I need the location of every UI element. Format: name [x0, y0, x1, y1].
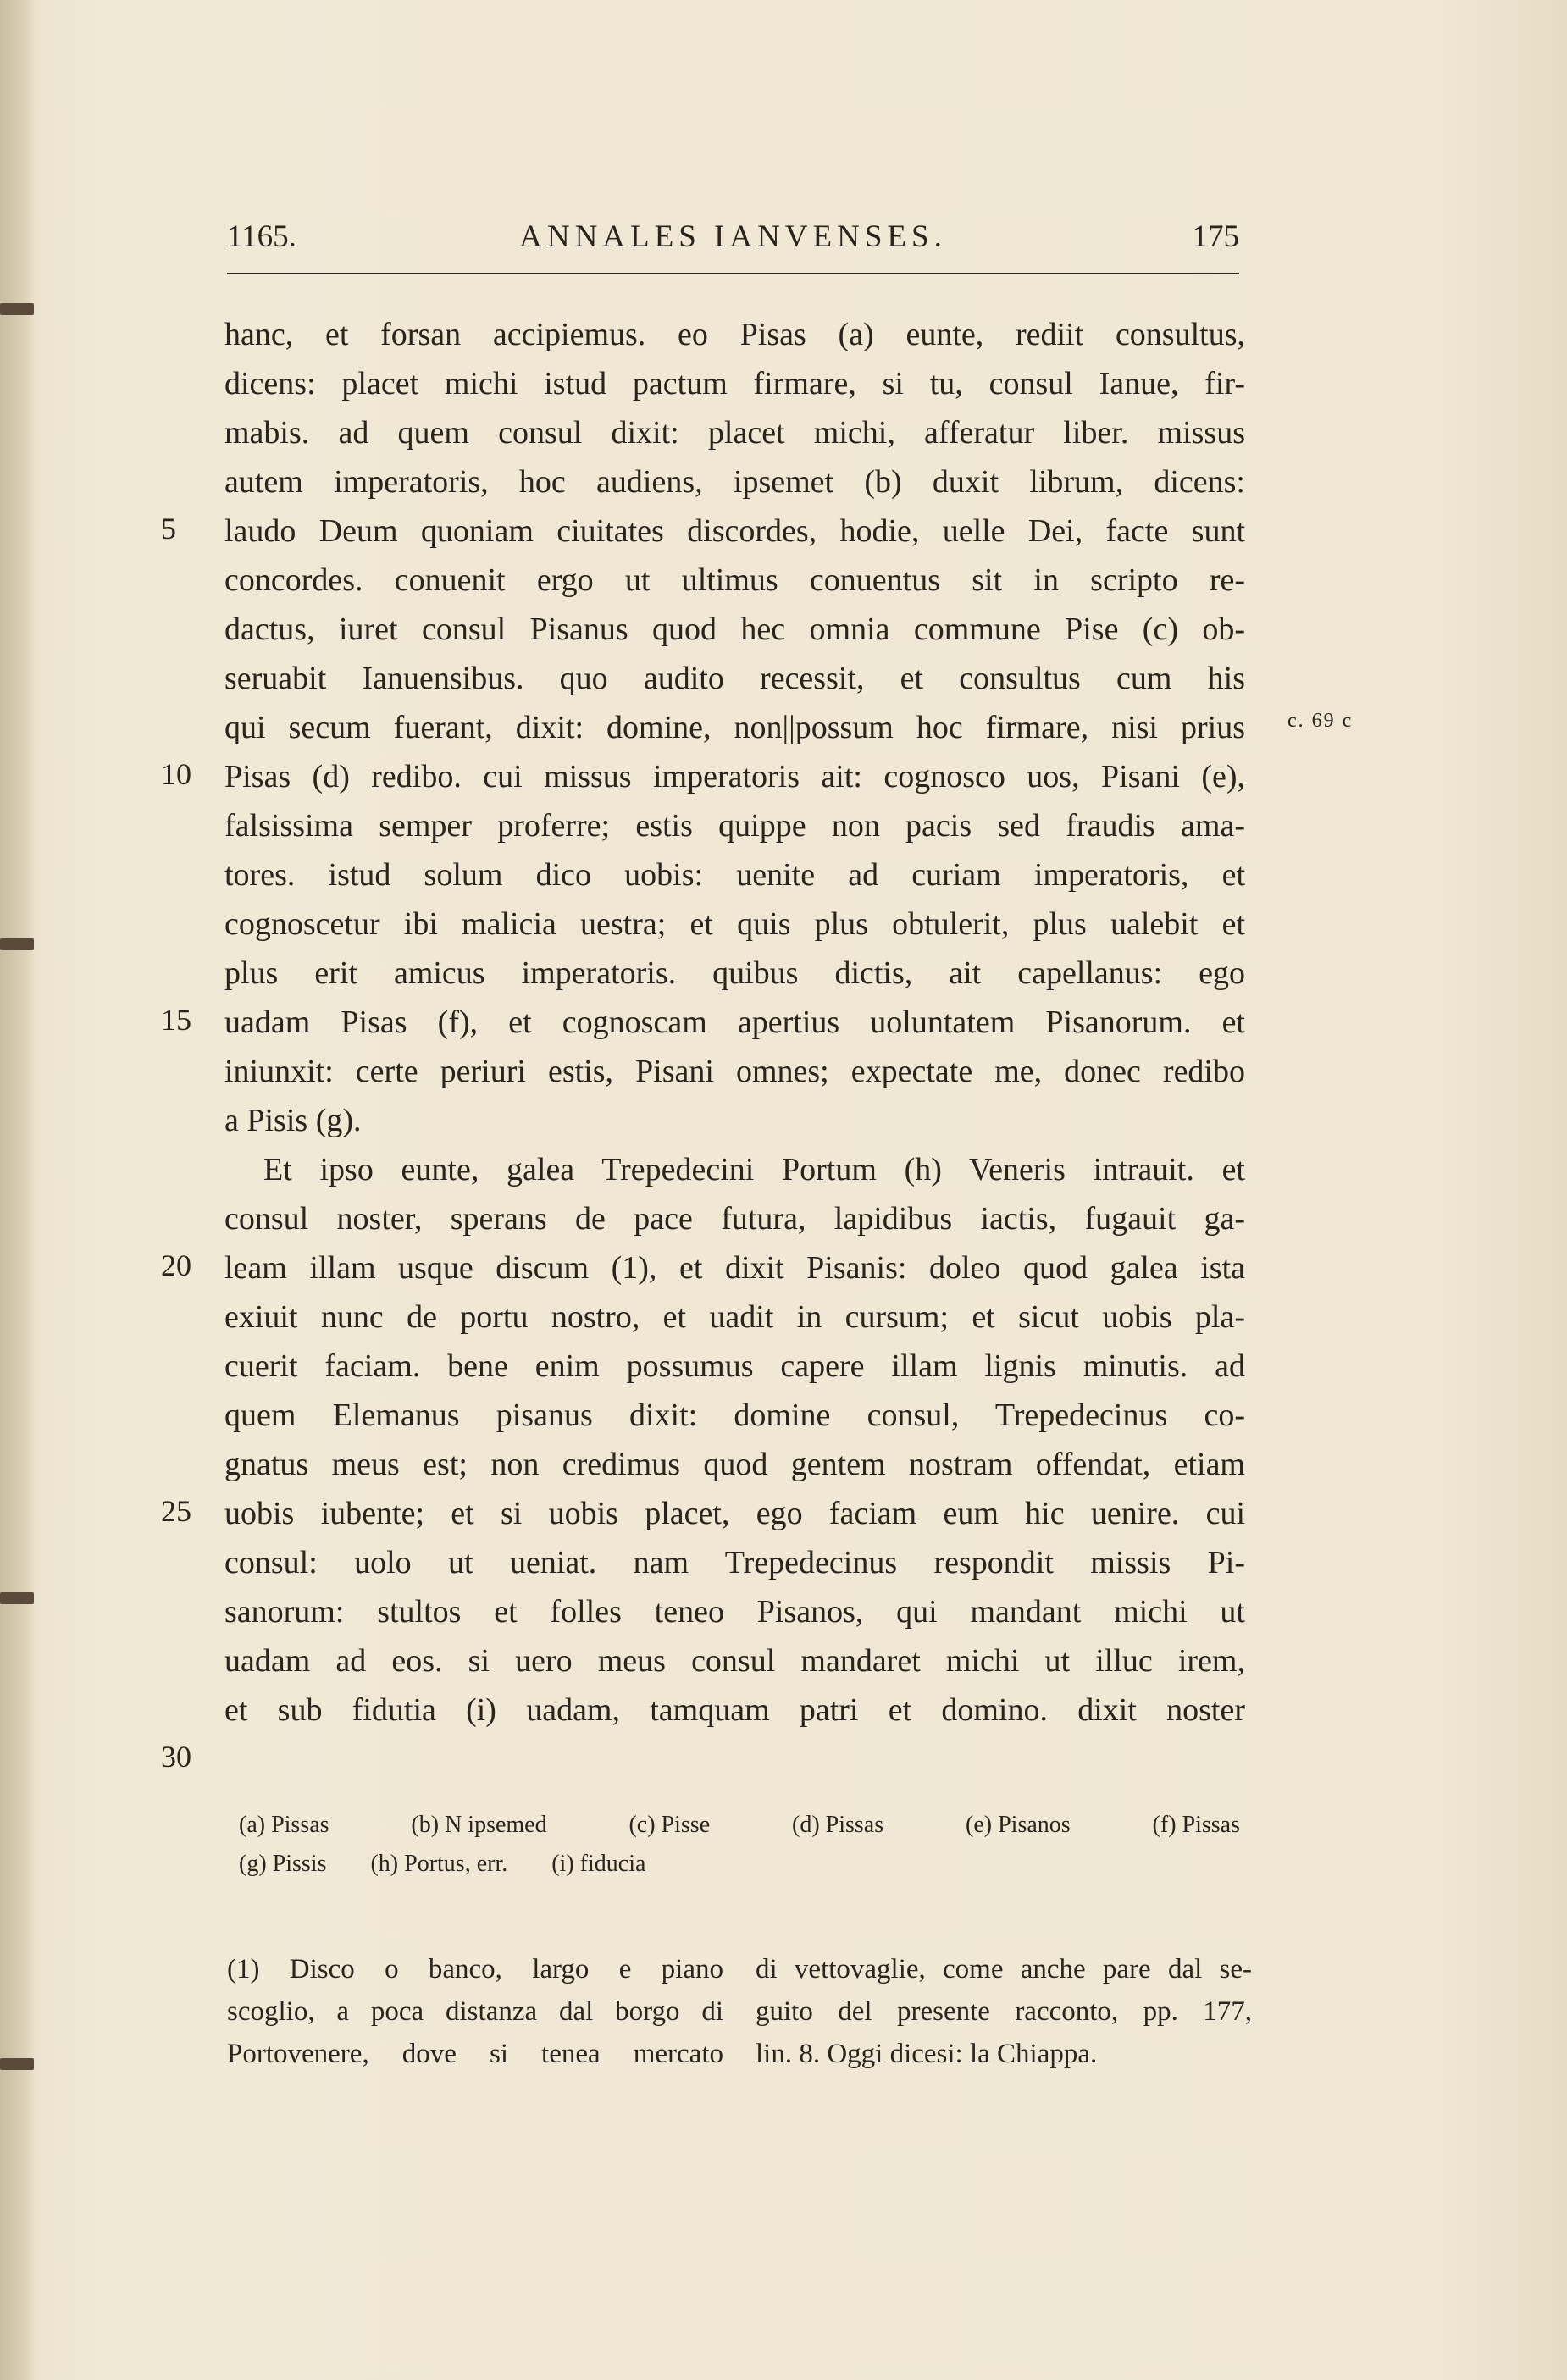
- text-line: cuerit faciam. bene enim possumus capere illam lignis minutis. ad: [224, 1348, 1245, 1384]
- variant-note: (f) Pissas: [1152, 1812, 1240, 1838]
- header-title: ANNALES IANVENSES.: [519, 219, 947, 254]
- text-line: uadam ad eos. si uero meus consul mandaret michi ut illuc irem,: [224, 1643, 1245, 1679]
- text-line: a Pisis (g).: [224, 1103, 362, 1138]
- text-line: cognoscetur ibi malicia uestra; et quis plus obtulerit, plus ualebit et: [224, 906, 1245, 942]
- text-line: autem imperatoris, hoc audiens, ipsemet (b) duxit librum, dicens:: [224, 464, 1245, 500]
- variant-note: (a) Pissas: [239, 1812, 329, 1838]
- variant-note: (e) Pisanos: [966, 1812, 1071, 1838]
- text-line: uobis iubente; et si uobis placet, ego faciam eum hic uenire. cui: [224, 1496, 1245, 1531]
- footnote-line: di vettovaglie, come anche pare dal se-: [756, 1954, 1252, 1984]
- text-line: sanorum: stultos et folles teneo Pisanos, qui mandant michi ut: [224, 1594, 1245, 1630]
- variant-note: (b) N ipsemed: [411, 1812, 547, 1838]
- text-line: qui secum fuerant, dixit: domine, non||possum hoc firmare, nisi prius: [224, 710, 1245, 745]
- line-number: 15: [161, 1003, 191, 1037]
- main-text: [224, 310, 1245, 1735]
- text-line: Et ipso eunte, galea Trepedecini Portum (h) Veneris intrauit. et: [263, 1152, 1245, 1187]
- text-line: gnatus meus est; non credimus quod gentem nostram offendat, etiam: [224, 1447, 1245, 1482]
- variant-note: (g) Pissis: [239, 1851, 327, 1877]
- footnote-line: lin. 8. Oggi dicesi: la Chiappa.: [756, 2039, 1098, 2069]
- page-number: 175: [1192, 219, 1239, 254]
- text-line: consul noster, sperans de pace futura, lapidibus iactis, fugauit ga-: [224, 1201, 1245, 1237]
- footnote-line: scoglio, a poca distanza dal borgo di: [227, 1996, 723, 2027]
- footnote-line: Portovenere, dove si tenea mercato: [227, 2039, 723, 2069]
- text-line: tores. istud solum dico uobis: uenite ad curiam imperatoris, et: [224, 857, 1245, 893]
- variant-note: (h) Portus, err.: [370, 1851, 508, 1877]
- variant-note: (c) Pisse: [628, 1812, 711, 1838]
- line-number: 5: [161, 512, 176, 545]
- header-year: 1165.: [227, 219, 296, 254]
- binding-stitch: [0, 938, 34, 950]
- variant-note: (i) fiducia: [551, 1851, 646, 1877]
- header-rule: [227, 273, 1239, 274]
- binding-stitch: [0, 1592, 34, 1604]
- text-line: et sub fidutia (i) uadam, tamquam patri et domino. dixit noster: [224, 1692, 1245, 1728]
- line-number: 25: [161, 1494, 191, 1528]
- text-line: mabis. ad quem consul dixit: placet michi, afferatur liber. missus: [224, 415, 1245, 451]
- textual-variants: [239, 1806, 1240, 1884]
- footnote-column-right: [756, 1948, 1252, 2075]
- text-line: laudo Deum quoniam ciuitates discordes, hodie, uelle Dei, facte sunt: [224, 513, 1245, 549]
- margin-note: c. 69 c: [1287, 710, 1354, 732]
- footnote-line: guito del presente racconto, pp. 177,: [756, 1996, 1252, 2027]
- text-line: leam illam usque discum (1), et dixit Pisanis: doleo quod galea ista: [224, 1250, 1245, 1286]
- running-header: [227, 219, 1239, 269]
- variants-row: [239, 1845, 1240, 1884]
- text-line: plus erit amicus imperatoris. quibus dictis, ait capellanus: ego: [224, 955, 1245, 991]
- text-line: falsissima semper proferre; estis quippe non pacis sed fraudis ama-: [224, 808, 1245, 844]
- line-number: 30: [161, 1740, 191, 1774]
- footnotes: [227, 1948, 1252, 2075]
- variant-note: (d) Pissas: [792, 1812, 884, 1838]
- binding-stitch: [0, 2058, 34, 2070]
- text-line: quem Elemanus pisanus dixit: domine consul, Trepedecinus co-: [224, 1398, 1245, 1433]
- line-number: 20: [161, 1248, 191, 1282]
- binding-stitch: [0, 303, 34, 315]
- text-line: concordes. conuenit ergo ut ultimus conuentus sit in scripto re-: [224, 562, 1245, 598]
- text-line: uadam Pisas (f), et cognoscam apertius uoluntatem Pisanorum. et: [224, 1005, 1245, 1040]
- text-line: hanc, et forsan accipiemus. eo Pisas (a) eunte, rediit consultus,: [224, 317, 1245, 352]
- line-number: 10: [161, 757, 191, 791]
- footnote-line: (1) Disco o banco, largo e piano: [227, 1954, 723, 1984]
- text-line: Pisas (d) redibo. cui missus imperatoris ait: cognosco uos, Pisani (e),: [224, 759, 1245, 794]
- text-line: dactus, iuret consul Pisanus quod hec omnia commune Pise (c) ob-: [224, 612, 1245, 647]
- variants-row: [239, 1806, 1240, 1845]
- text-line: iniunxit: certe periuri estis, Pisani omnes; expectate me, donec redibo: [224, 1054, 1245, 1089]
- book-spine: [0, 0, 36, 2380]
- text-line: seruabit Ianuensibus. quo audito recessit, et consultus cum his: [224, 661, 1245, 696]
- text-line: exiuit nunc de portu nostro, et uadit in cursum; et sicut uobis pla-: [224, 1299, 1245, 1335]
- footnote-column-left: [227, 1948, 723, 2075]
- text-line: dicens: placet michi istud pactum firmare, si tu, consul Ianue, fir-: [224, 366, 1245, 401]
- text-line: consul: uolo ut ueniat. nam Trepedecinus respondit missis Pi-: [224, 1545, 1245, 1580]
